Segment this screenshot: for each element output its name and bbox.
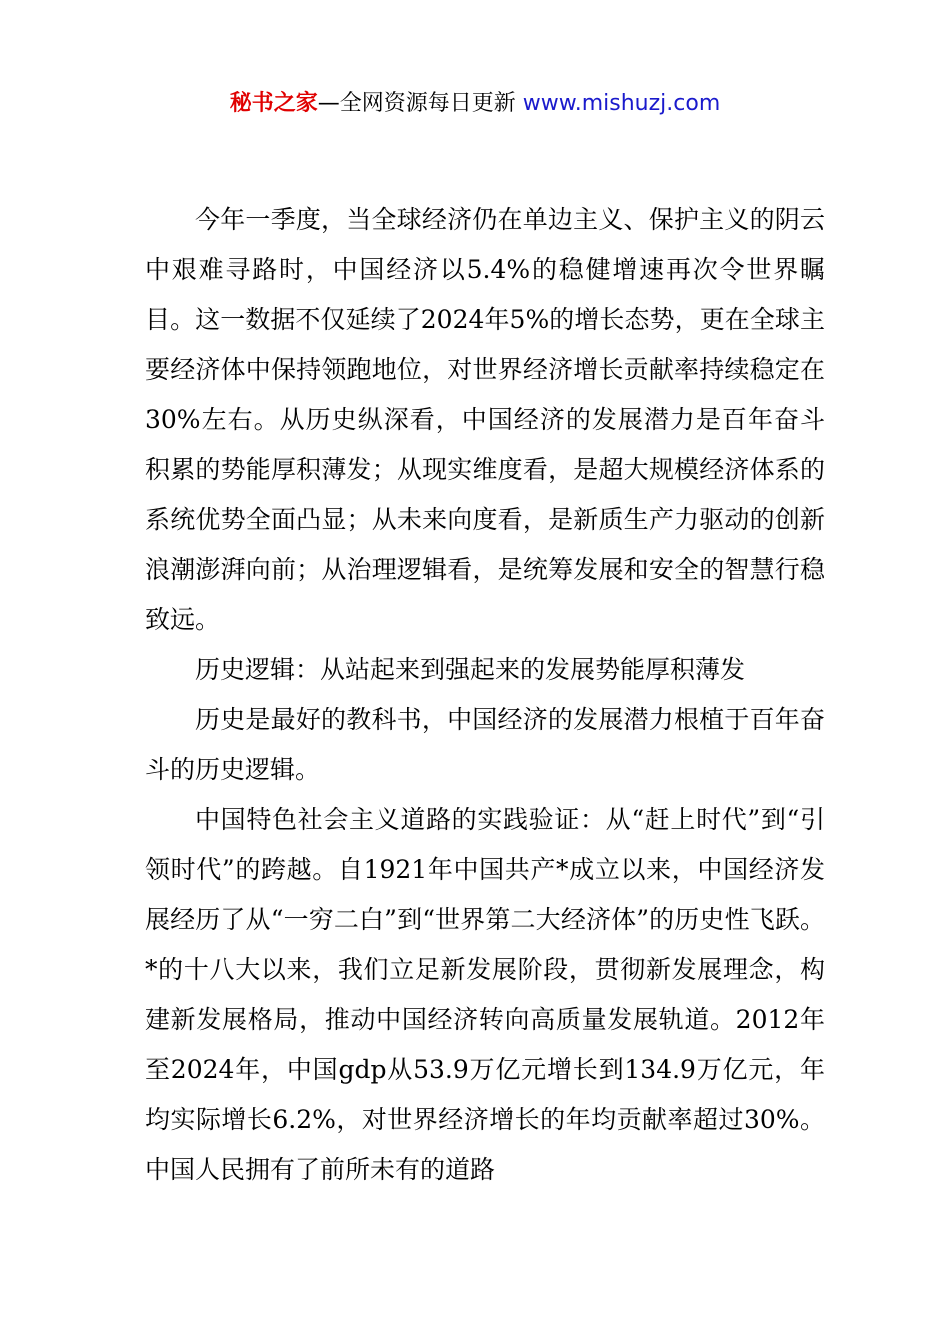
website-link[interactable]: www.mishuzj.com <box>522 91 721 116</box>
paragraph-intro: 今年一季度，当全球经济仍在单边主义、保护主义的阴云中艰难寻路时，中国经济以5.4%的稳健增速再次令世界瞩目。这一数据不仅延续了2024年5%的增长态势，更在全球主要经济体中保持领跑地位，对世界经济增长贡献率持续稳定在30%左右。从历史纵深看，中国经济的发展潜力是百年奋斗积累的势能厚积薄发；从现实维度看，是超大规模经济体系的系统优势全面凸显；从未来向度看，是新质生产力驱动的创新浪潮澎湃向前；从治理逻辑看，是统筹发展和安全的智慧行稳致远。 <box>145 205 825 634</box>
paragraph-history-textbook: 历史是最好的教科书，中国经济的发展潜力根植于百年奋斗的历史逻辑。 <box>145 705 825 784</box>
section-heading-historical-logic: 历史逻辑：从站起来到强起来的发展势能厚积薄发 <box>195 655 746 684</box>
brand-name: 秘书之家 <box>229 91 318 116</box>
article-body <box>145 195 825 1195</box>
paragraph-socialism-path: 中国特色社会主义道路的实践验证：从“赶上时代”到“引领时代”的跨越。自1921年中国共产*成立以来，中国经济发展经历了从“一穷二白”到“世界第二大经济体”的历史性飞跃。*的十八大以来，我们立足新发展阶段，贯彻新发展理念，构建新发展格局，推动中国经济转向高质量发展轨道。2012年至2024年，中国gdp从53.9万亿元增长到134.9万亿元，年均实际增长6.2%，对世界经济增长的年均贡献率超过30%。中国人民拥有了前所未有的道路 <box>145 805 825 1184</box>
header-slogan: —全网资源每日更新 <box>317 91 523 116</box>
page-header <box>0 88 950 120</box>
